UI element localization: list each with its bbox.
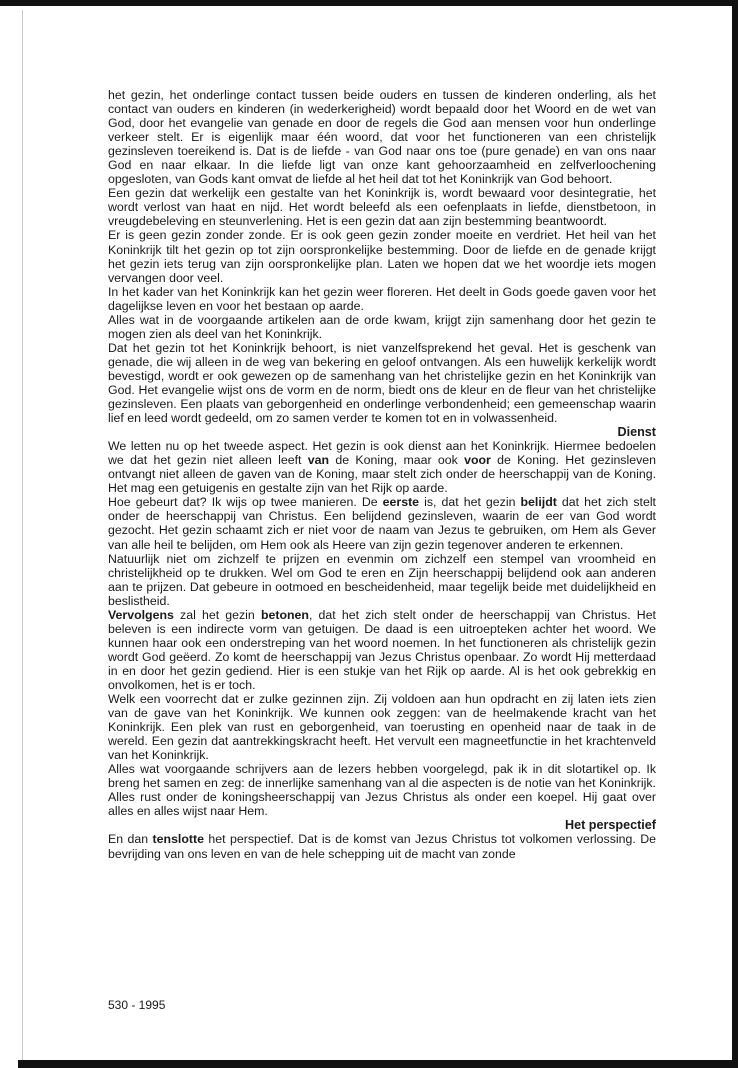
paragraph: Vervolgens zal het gezin betonen, dat het zich stelt onder de heerschappij van Christus. Het beleven is een indirecte vorm van getuigen. De daad is een uitroepteken achter het woord. We kunnen haar ook een onderstreping van het woord noemen. In het functioneren als christelijk gezin wordt God geëerd. Zo komt de heerschappij van Jezus Christus openbaar. Zo wordt Hij metterdaad in en door het gezin gediend. Hier is een stukje van het Rijk op aarde. Al is het ook gebrekkig en onvolkomen, het is er toch. [108, 607, 656, 692]
paragraph: Natuurlijk niet om zichzelf te prijzen en evenmin om zichzelf een stempel van vroomheid en christelijkheid op te drukken. Wel om God te eren en Zijn heerschappij belijdend ook aan anderen aan te prijzen. Dat gebeure in ootmoed en bescheidenheid, maar tegelijk beide met duidelijkheid en beslistheid. [108, 551, 656, 608]
scan-border-right [732, 0, 738, 1068]
page-edge-line [22, 10, 23, 1060]
paragraph: Er is geen gezin zonder zonde. Er is ook geen gezin zonder moeite en verdriet. Het heil van het Koninkrijk tilt het gezin op tot zijn oorspronkelijke bestemming. Door de liefde en de genade krijgt het gezin iets terug van zijn oorspronkelijke plan. Laten we hopen dat we het woordje iets mogen vervangen door veel. [108, 228, 656, 285]
paragraph: het gezin, het onderlinge contact tussen beide ouders en tussen de kinderen onderling, als het contact van ouders en kinderen (in wederkerigheid) wordt bepaald door het Woord en de wet van God, door het evangelie van genade en door de regels die God aan mensen voor hun onderlinge verkeer stelt. Er is eigenlijk maar één woord, dat voor het functioneren van een christelijk gezinsleven toereikend is. Dat is de liefde - van God naar ons toe (pure genade) en van ons naar God en naar elkaar. In die liefde ligt van onze kant gehoorzaamheid en zelfverloochening opgesloten, van Gods kant omvat de liefde al het heil dat tot het Koninkrijk van God behoort. [108, 88, 656, 187]
paragraph: Dat het gezin tot het Koninkrijk behoort, is niet vanzelfsprekend het geval. Het is geschenk van genade, die wij alleen in de weg van bekering en geloof ontvangen. Als een huwelijk kerkelijk wordt bevestigd, wordt er ook gewezen op de samenhang van het christelijke gezin en het Koninkrijk van God. Het evangelie wijst ons de vorm en de norm, biedt ons de kleur en de fleur van het christelijke gezinsleven. Een plaats van geborgenheid en onderlinge verbondenheid; een gemeenschap waarin lief en leed wordt gedeeld, om zo samen verder te komen tot en in volwassenheid. [108, 340, 656, 426]
paragraph: Hoe gebeurt dat? Ik wijs op twee manieren. De eerste is, dat het gezin belijdt dat het zich stelt onder de heerschappij van Christus. Een belijdend gezinsleven, waarin de eer van God wordt gezocht. Het gezin schaamt zich er niet voor de naam van Jezus te gebruiken, om Hem als Gever van alle heil te belijden, om Hem ook als Heere van zijn gezin tegenover anderen te erkennen. [108, 495, 656, 552]
paragraph: En dan tenslotte het perspectief. Dat is de komst van Jezus Christus tot volkomen verlossing. De bevrijding van ons leven en van de hele schepping uit de macht van zonde [108, 832, 656, 861]
paragraph: Een gezin dat werkelijk een gestalte van het Koninkrijk is, wordt bewaard voor desintegratie, het wordt verlost van haat en nijd. Het wordt beleefd als een oefenplaats in liefde, dienstbetoon, in vreugdebeleving en steunverlening. Het is een gezin dat aan zijn bestemming beantwoordt. [108, 186, 656, 229]
paragraph: Alles wat in de voorgaande artikelen aan de orde kwam, krijgt zijn samenhang door het gezin te mogen zien als deel van het Koninkrijk. [108, 312, 656, 341]
section-heading-dienst: Dienst [617, 425, 656, 440]
article-body [108, 88, 656, 861]
scan-border-top [0, 0, 738, 6]
paragraph: Welk een voorrecht dat er zulke gezinnen zijn. Zij voldoen aan hun opdracht en zij laten iets zien van de gave van het Koninkrijk. We kunnen ook zeggen: van de heelmakende kracht van het Koninkrijk. Een plek van rust en geborgenheid, van toerusting en openheid naar de taak in de wereld. Een gezin dat aantrekkingskracht heeft. Het vervult een magneetfunctie in het krachtenveld van het Koninkrijk. [108, 692, 656, 763]
scan-border-bottom [18, 1060, 738, 1068]
page-footer: 530 - 1995 [108, 998, 166, 1012]
paragraph: We letten nu op het tweede aspect. Het gezin is ook dienst aan het Koninkrijk. Hiermee bedoelen we dat het gezin niet alleen leeft van de Koning, maar ook voor de Koning. Het gezinsleven ontvangt niet alleen de gaven van de Koning, maar stelt zich onder de heerschappij van de Koning. Het mag een getuigenis en gestalte zijn van het Rijk op aarde. [108, 439, 656, 496]
paragraph: In het kader van het Koninkrijk kan het gezin weer floreren. Het deelt in Gods goede gaven voor het dagelijkse leven en voor het bestaan op aarde. [108, 284, 656, 313]
section-heading-perspectief: Het perspectief [565, 818, 656, 833]
paragraph: Alles wat voorgaande schrijvers aan de lezers hebben voorgelegd, pak ik in dit slotartikel op. Ik breng het samen en zeg: de innerlijke samenhang van al die aspecten is de notie van het Koninkrijk. Alles rust onder de koningsheerschappij van Jezus Christus als onder een koepel. Hij gaat over alles en alles wijst naar Hem. [108, 762, 656, 819]
